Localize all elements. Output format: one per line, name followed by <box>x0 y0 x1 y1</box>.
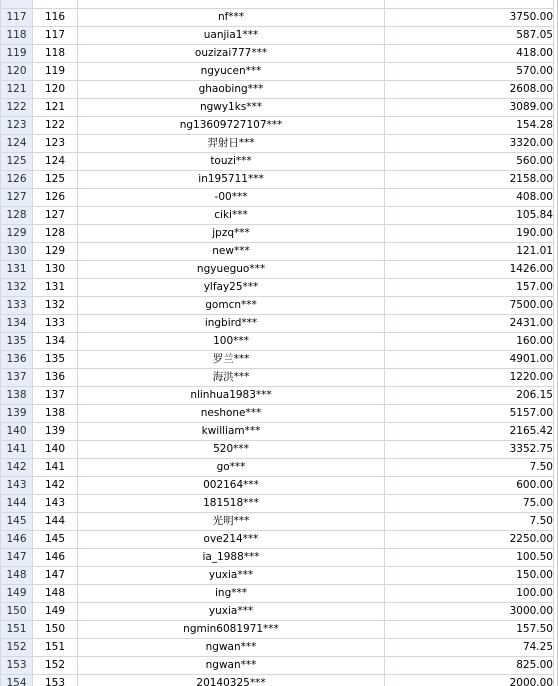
cell-amount[interactable]: 3320.00 <box>385 135 554 153</box>
table-row[interactable] <box>1 27 554 45</box>
cell-user[interactable]: -00*** <box>78 189 385 207</box>
cell-user[interactable]: ylfay25*** <box>78 279 385 297</box>
cell-amount[interactable]: 206.15 <box>385 387 554 405</box>
row-header[interactable]: 138 <box>1 387 33 405</box>
cell-user[interactable]: touzi*** <box>78 153 385 171</box>
cell-amount[interactable]: 157.00 <box>385 279 554 297</box>
cell-amount[interactable]: 121.01 <box>385 243 554 261</box>
table-row[interactable] <box>1 513 554 531</box>
row-header[interactable]: 117 <box>1 9 33 27</box>
table-row[interactable] <box>1 225 554 243</box>
cell-amount[interactable]: 100.00 <box>385 585 554 603</box>
cell-index[interactable]: 128 <box>33 225 78 243</box>
table-row[interactable] <box>1 297 554 315</box>
cell-amount[interactable]: 7500.00 <box>385 297 554 315</box>
row-header[interactable]: 149 <box>1 585 33 603</box>
cell-index[interactable]: 152 <box>33 657 78 675</box>
cell-amount[interactable]: 160.00 <box>385 333 554 351</box>
table-row[interactable] <box>1 423 554 441</box>
cell-user[interactable]: 羿射日*** <box>78 135 385 153</box>
table-row[interactable] <box>1 63 554 81</box>
table-row[interactable] <box>1 495 554 513</box>
row-header[interactable]: 142 <box>1 459 33 477</box>
cell-index[interactable]: 137 <box>33 387 78 405</box>
table-row[interactable] <box>1 531 554 549</box>
row-header[interactable]: 125 <box>1 153 33 171</box>
row-header[interactable]: 127 <box>1 189 33 207</box>
cell-user[interactable]: ghaobing*** <box>78 81 385 99</box>
row-header[interactable]: 134 <box>1 315 33 333</box>
cell-amount[interactable]: 1220.00 <box>385 369 554 387</box>
cell-index[interactable]: 120 <box>33 81 78 99</box>
row-header[interactable]: 133 <box>1 297 33 315</box>
cell-user[interactable]: in195711*** <box>78 171 385 189</box>
row-header[interactable]: 146 <box>1 531 33 549</box>
cell-amount[interactable]: 105.84 <box>385 207 554 225</box>
cell-user[interactable]: 100*** <box>78 333 385 351</box>
cell-user[interactable]: 002164*** <box>78 477 385 495</box>
row-header[interactable]: 154 <box>1 675 33 686</box>
cell-index[interactable]: 153 <box>33 675 78 686</box>
cell-index[interactable]: 149 <box>33 603 78 621</box>
cell-index[interactable]: 123 <box>33 135 78 153</box>
cell-index[interactable]: 150 <box>33 621 78 639</box>
table-body <box>1 0 554 686</box>
cell-index[interactable]: 125 <box>33 171 78 189</box>
row-header[interactable]: 139 <box>1 405 33 423</box>
cell-user[interactable]: ingbird*** <box>78 315 385 333</box>
row-header[interactable]: 128 <box>1 207 33 225</box>
table-row[interactable] <box>1 171 554 189</box>
row-header[interactable]: 119 <box>1 45 33 63</box>
cell-amount[interactable]: 3750.00 <box>385 9 554 27</box>
cell-index[interactable]: 116 <box>33 9 78 27</box>
row-header[interactable]: 152 <box>1 639 33 657</box>
cell-index[interactable]: 145 <box>33 531 78 549</box>
table-row[interactable] <box>1 459 554 477</box>
row-header[interactable]: 129 <box>1 225 33 243</box>
row-header[interactable]: 130 <box>1 243 33 261</box>
cell-user[interactable]: ciki*** <box>78 207 385 225</box>
cell-index[interactable]: 134 <box>33 333 78 351</box>
cell-index[interactable]: 143 <box>33 495 78 513</box>
cell-index[interactable]: 142 <box>33 477 78 495</box>
cell-amount[interactable]: 408.00 <box>385 189 554 207</box>
cell-amount[interactable]: 4901.00 <box>385 351 554 369</box>
cell-user[interactable]: neshone*** <box>78 405 385 423</box>
cell-user[interactable]: uanjia1*** <box>78 27 385 45</box>
cell-user[interactable]: new*** <box>78 243 385 261</box>
cell-user[interactable]: 20140325*** <box>78 675 385 686</box>
table-row[interactable] <box>1 189 554 207</box>
cell-user[interactable]: jpzq*** <box>78 225 385 243</box>
row-header[interactable]: 151 <box>1 621 33 639</box>
cell-user[interactable] <box>78 0 385 9</box>
cell-index[interactable]: 118 <box>33 45 78 63</box>
cell-user[interactable]: nlinhua1983*** <box>78 387 385 405</box>
table-row[interactable] <box>1 657 554 675</box>
cell-amount[interactable]: 2000.00 <box>385 675 554 686</box>
cell-user[interactable]: ing*** <box>78 585 385 603</box>
cell-user[interactable]: ngyueguo*** <box>78 261 385 279</box>
cell-user[interactable]: ngmin6081971*** <box>78 621 385 639</box>
cell-user[interactable]: ng13609727107*** <box>78 117 385 135</box>
cell-user[interactable]: ouzizai777*** <box>78 45 385 63</box>
row-header[interactable]: 126 <box>1 171 33 189</box>
table-row[interactable] <box>1 405 554 423</box>
cell-amount[interactable]: 1426.00 <box>385 261 554 279</box>
cell-index[interactable]: 130 <box>33 261 78 279</box>
cell-amount[interactable]: 157.50 <box>385 621 554 639</box>
cell-user[interactable]: nf*** <box>78 9 385 27</box>
row-header[interactable]: 118 <box>1 27 33 45</box>
cell-amount[interactable]: 75.00 <box>385 495 554 513</box>
table-row[interactable] <box>1 315 554 333</box>
table-row[interactable] <box>1 639 554 657</box>
cell-user[interactable]: ngyucen*** <box>78 63 385 81</box>
cell-amount[interactable]: 2431.00 <box>385 315 554 333</box>
row-header[interactable]: 136 <box>1 351 33 369</box>
row-header[interactable]: 144 <box>1 495 33 513</box>
table-row[interactable] <box>1 135 554 153</box>
table-row[interactable] <box>1 45 554 63</box>
table-row[interactable] <box>1 153 554 171</box>
table-row[interactable] <box>1 369 554 387</box>
cell-amount[interactable]: 7.50 <box>385 513 554 531</box>
row-header[interactable] <box>1 0 33 9</box>
cell-amount[interactable] <box>385 0 554 9</box>
row-header[interactable]: 123 <box>1 117 33 135</box>
cell-index[interactable]: 140 <box>33 441 78 459</box>
cell-user[interactable]: ove214*** <box>78 531 385 549</box>
cell-amount[interactable]: 560.00 <box>385 153 554 171</box>
table-row[interactable] <box>1 333 554 351</box>
cell-index[interactable]: 138 <box>33 405 78 423</box>
cell-index[interactable]: 121 <box>33 99 78 117</box>
cell-user[interactable]: kwilliam*** <box>78 423 385 441</box>
cell-amount[interactable]: 74.25 <box>385 639 554 657</box>
cell-amount[interactable]: 2158.00 <box>385 171 554 189</box>
row-header[interactable]: 143 <box>1 477 33 495</box>
table-row[interactable] <box>1 207 554 225</box>
cell-amount[interactable]: 7.50 <box>385 459 554 477</box>
cell-amount[interactable]: 825.00 <box>385 657 554 675</box>
cell-amount[interactable]: 150.00 <box>385 567 554 585</box>
table-row[interactable] <box>1 351 554 369</box>
cell-amount[interactable]: 154.28 <box>385 117 554 135</box>
cell-user[interactable]: 光明*** <box>78 513 385 531</box>
cell-index[interactable]: 126 <box>33 189 78 207</box>
row-header[interactable]: 150 <box>1 603 33 621</box>
row-header[interactable]: 145 <box>1 513 33 531</box>
cell-user[interactable]: 罗兰*** <box>78 351 385 369</box>
cell-user[interactable]: go*** <box>78 459 385 477</box>
table-row[interactable] <box>1 243 554 261</box>
row-header[interactable]: 131 <box>1 261 33 279</box>
cell-index[interactable]: 148 <box>33 585 78 603</box>
row-header[interactable]: 137 <box>1 369 33 387</box>
cell-amount[interactable]: 3000.00 <box>385 603 554 621</box>
cell-index[interactable]: 131 <box>33 279 78 297</box>
table-row[interactable] <box>1 441 554 459</box>
cell-index[interactable]: 119 <box>33 63 78 81</box>
table-row[interactable] <box>1 621 554 639</box>
cell-user[interactable]: yuxia*** <box>78 603 385 621</box>
cell-user[interactable]: ia_1988*** <box>78 549 385 567</box>
table-row-partial[interactable] <box>1 0 554 9</box>
table-row[interactable] <box>1 99 554 117</box>
table-row[interactable] <box>1 675 554 686</box>
cell-index[interactable]: 117 <box>33 27 78 45</box>
cell-user[interactable]: ngwy1ks*** <box>78 99 385 117</box>
table-row[interactable] <box>1 117 554 135</box>
cell-user[interactable]: 海洪*** <box>78 369 385 387</box>
cell-amount[interactable]: 2608.00 <box>385 81 554 99</box>
cell-index[interactable]: 129 <box>33 243 78 261</box>
table-row[interactable] <box>1 261 554 279</box>
table-row[interactable] <box>1 585 554 603</box>
cell-amount[interactable]: 3352.75 <box>385 441 554 459</box>
cell-amount[interactable]: 587.05 <box>385 27 554 45</box>
cell-index[interactable]: 135 <box>33 351 78 369</box>
table-row[interactable] <box>1 549 554 567</box>
table-row[interactable] <box>1 387 554 405</box>
cell-amount[interactable]: 3089.00 <box>385 99 554 117</box>
cell-amount[interactable]: 2250.00 <box>385 531 554 549</box>
cell-amount[interactable]: 190.00 <box>385 225 554 243</box>
cell-user[interactable]: ngwan*** <box>78 657 385 675</box>
cell-index[interactable] <box>33 0 78 9</box>
row-header[interactable]: 153 <box>1 657 33 675</box>
cell-index[interactable]: 139 <box>33 423 78 441</box>
table-row[interactable] <box>1 81 554 99</box>
row-header[interactable]: 135 <box>1 333 33 351</box>
cell-user[interactable]: ngwan*** <box>78 639 385 657</box>
cell-index[interactable]: 141 <box>33 459 78 477</box>
cell-user[interactable]: 520*** <box>78 441 385 459</box>
row-header[interactable]: 122 <box>1 99 33 117</box>
cell-amount[interactable]: 570.00 <box>385 63 554 81</box>
cell-amount[interactable]: 600.00 <box>385 477 554 495</box>
cell-index[interactable]: 132 <box>33 297 78 315</box>
row-header[interactable]: 124 <box>1 135 33 153</box>
table-row[interactable] <box>1 9 554 27</box>
row-header[interactable]: 140 <box>1 423 33 441</box>
table-row[interactable] <box>1 279 554 297</box>
cell-amount[interactable]: 418.00 <box>385 45 554 63</box>
cell-index[interactable]: 147 <box>33 567 78 585</box>
cell-user[interactable]: 181518*** <box>78 495 385 513</box>
cell-index[interactable]: 151 <box>33 639 78 657</box>
cell-amount[interactable]: 2165.42 <box>385 423 554 441</box>
cell-index[interactable]: 122 <box>33 117 78 135</box>
table-row[interactable] <box>1 603 554 621</box>
row-header[interactable]: 147 <box>1 549 33 567</box>
cell-index[interactable]: 146 <box>33 549 78 567</box>
row-header[interactable]: 121 <box>1 81 33 99</box>
table-row[interactable] <box>1 477 554 495</box>
cell-index[interactable]: 124 <box>33 153 78 171</box>
cell-index[interactable]: 136 <box>33 369 78 387</box>
row-header[interactable]: 132 <box>1 279 33 297</box>
table-row[interactable] <box>1 567 554 585</box>
row-header[interactable]: 120 <box>1 63 33 81</box>
cell-user[interactable]: yuxia*** <box>78 567 385 585</box>
cell-index[interactable]: 144 <box>33 513 78 531</box>
cell-amount[interactable]: 100.50 <box>385 549 554 567</box>
cell-index[interactable]: 133 <box>33 315 78 333</box>
row-header[interactable]: 148 <box>1 567 33 585</box>
cell-user[interactable]: gomcn*** <box>78 297 385 315</box>
cell-index[interactable]: 127 <box>33 207 78 225</box>
cell-amount[interactable]: 5157.00 <box>385 405 554 423</box>
row-header[interactable]: 141 <box>1 441 33 459</box>
